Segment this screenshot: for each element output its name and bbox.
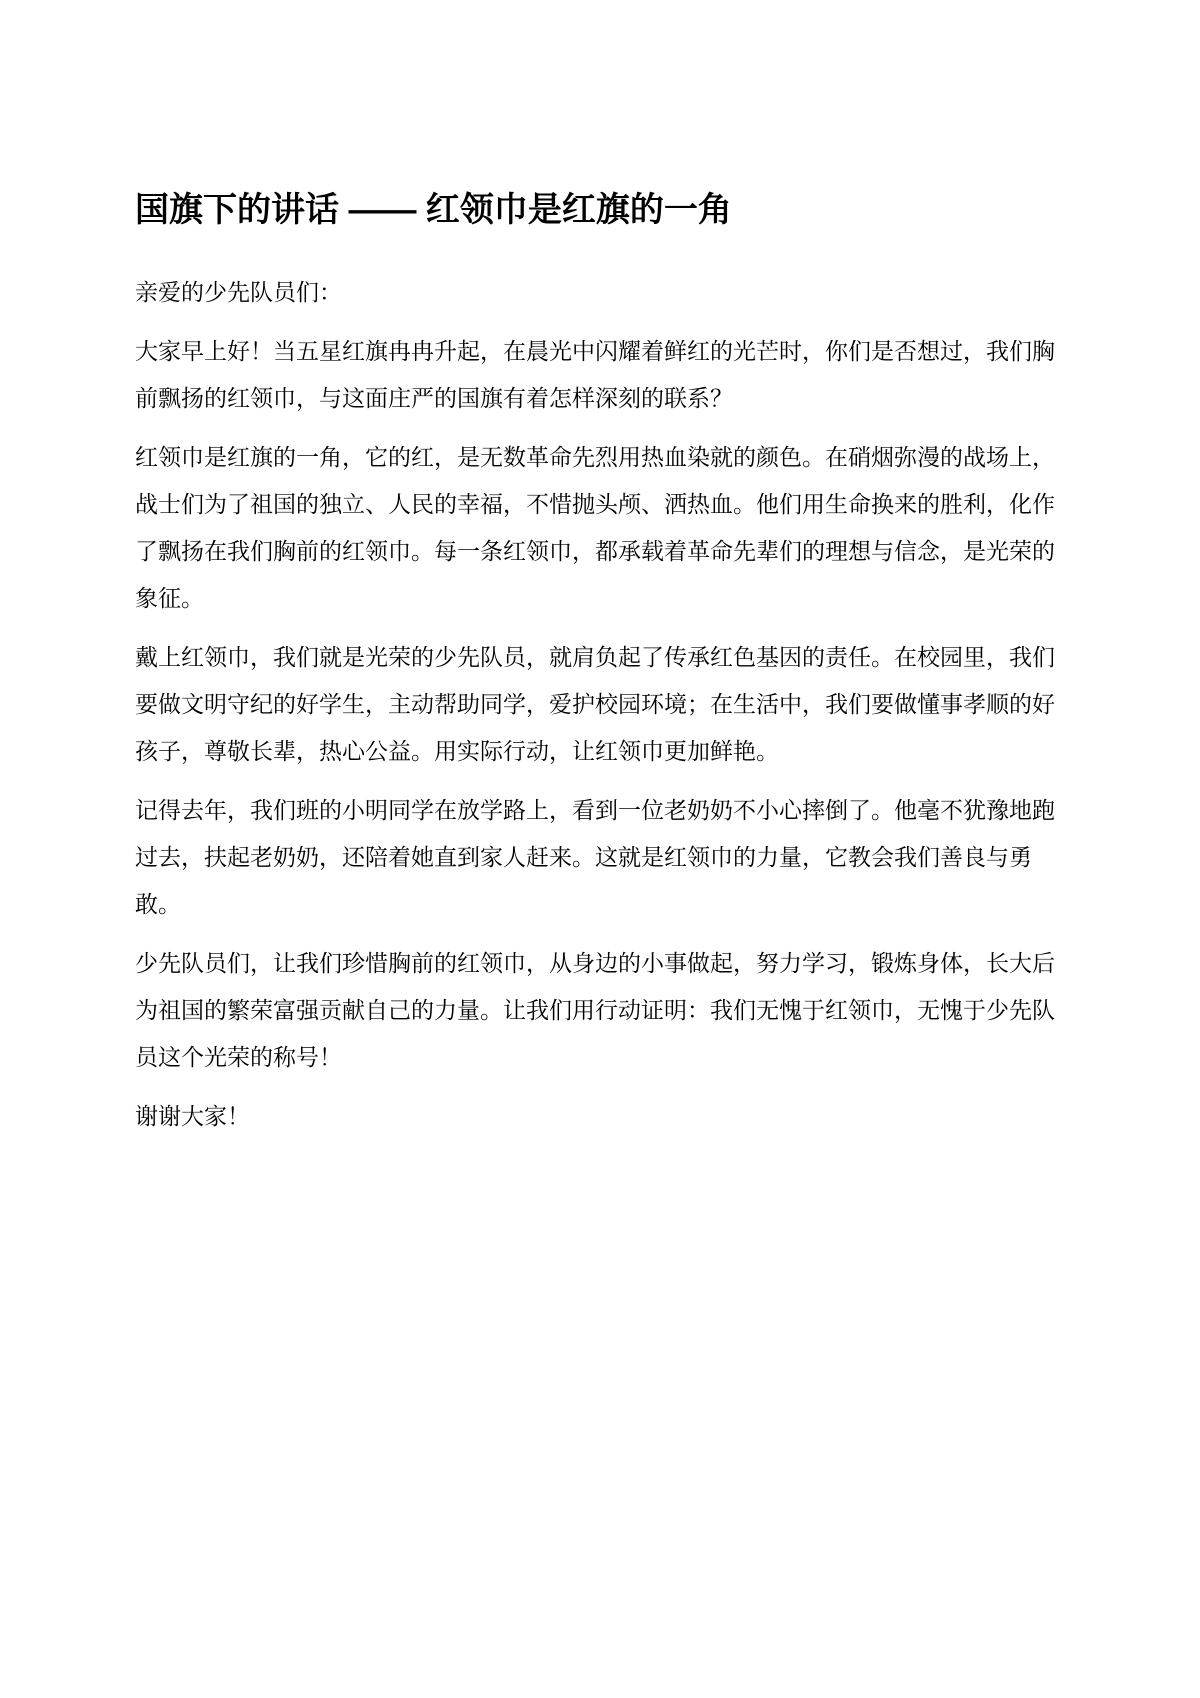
paragraph-red-scarf-origin: 红领巾是红旗的一角，它的红，是无数革命先烈用热血染就的颜色。在硝烟弥漫的战场上，战士们为了祖国的独立、人民的幸福，不惜抛头颅、洒热血。他们用生命换来的胜利，化作了飘扬在我们胸前的红领巾。每一条红领巾，都承载着革命先辈们的理想与信念，是光荣的象征。 [135,444,1055,611]
page-title: 国旗下的讲话 —— 红领巾是红旗的一角 [135,191,732,229]
closing-line: 谢谢大家！ [135,1103,250,1129]
document-body [135,269,1065,1140]
greeting-line: 亲爱的少先队员们： [135,279,342,305]
paragraph-story-example: 记得去年，我们班的小明同学在放学路上，看到一位老奶奶不小心摔倒了。他毫不犹豫地跑过去，扶起老奶奶，还陪着她直到家人赶来。这就是红领巾的力量，它教会我们善良与勇敢。 [135,797,1055,917]
paragraph-responsibility: 戴上红领巾，我们就是光荣的少先队员，就肩负起了传承红色基因的责任。在校园里，我们要做文明守纪的好学生，主动帮助同学，爱护校园环境；在生活中，我们要做懂事孝顺的好孩子，尊敬长辈，热心公益。用实际行动，让红领巾更加鲜艳。 [135,644,1055,764]
paragraph-call-to-action: 少先队员们，让我们珍惜胸前的红领巾，从身边的小事做起，努力学习，锻炼身体，长大后为祖国的繁荣富强贡献自己的力量。让我们用行动证明：我们无愧于红领巾，无愧于少先队员这个光荣的称号！ [135,950,1055,1070]
paragraph-opening: 大家早上好！当五星红旗冉冉升起，在晨光中闪耀着鲜红的光芒时，你们是否想过，我们胸前飘扬的红领巾，与这面庄严的国旗有着怎样深刻的联系？ [135,338,1055,411]
